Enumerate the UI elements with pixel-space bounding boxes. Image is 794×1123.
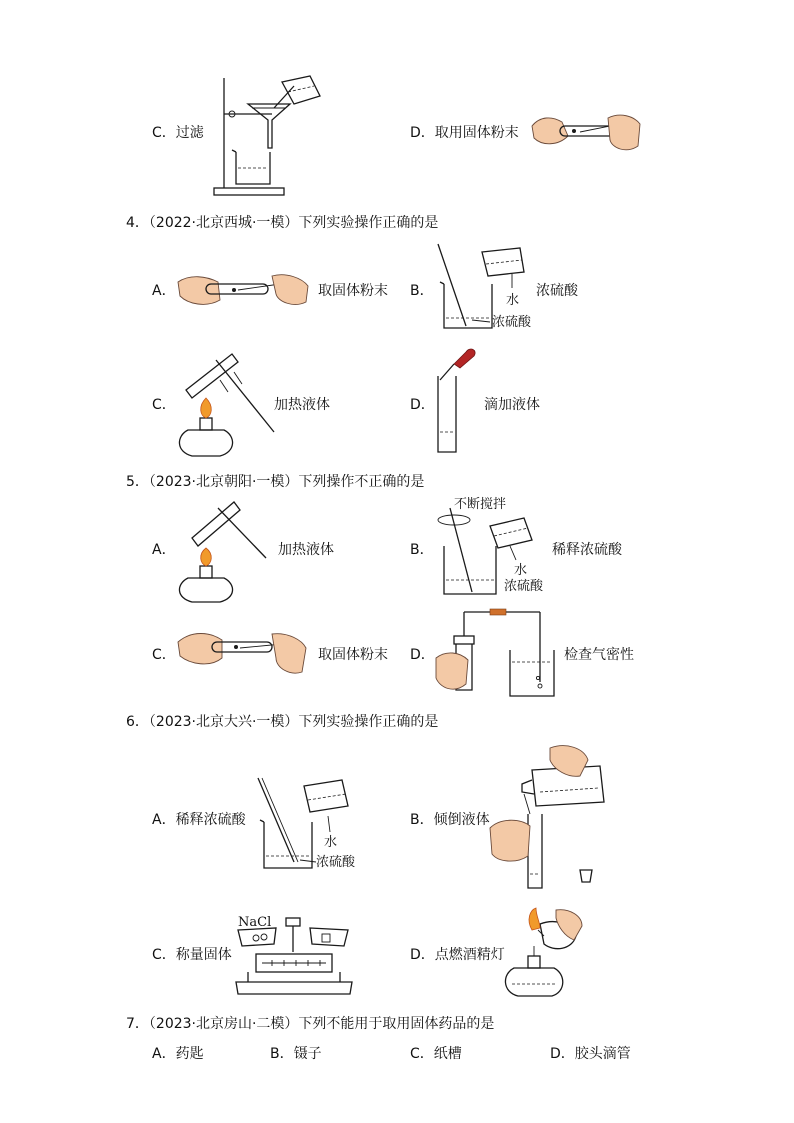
q7-option-d: D．胶头滴管: [550, 1046, 631, 1062]
q5-option-c-text: 取固体粉末: [318, 647, 388, 663]
q4-option-c-text: 加热液体: [274, 397, 330, 413]
q6d-alcohol-lamp-figure: [500, 906, 588, 1002]
q4-option-d-text: 滴加液体: [484, 397, 540, 413]
q4-option-b-letter: B．: [410, 283, 434, 299]
q4b-water-label: 水: [506, 293, 520, 308]
filtration-figure: [210, 74, 360, 198]
q5-option-a-letter: A．: [152, 542, 176, 558]
q6-stem: 6．（2023·北京大兴·一模）下列实验操作正确的是: [126, 714, 439, 730]
q4-option-d-letter: D．: [410, 397, 435, 413]
q4c-heating-figure: [176, 350, 276, 458]
q6-option-c-label: C．称量固体: [152, 947, 232, 963]
q6a-water-label: 水: [324, 835, 338, 850]
q6-option-d-label: D．点燃酒精灯: [410, 947, 505, 963]
q5-stem: 5．（2023·北京朝阳·一模）下列操作不正确的是: [126, 474, 425, 490]
q7-option-c: C．纸槽: [410, 1046, 462, 1062]
q7-stem: 7．（2023·北京房山·二模）下列不能用于取用固体药品的是: [126, 1016, 495, 1032]
q5-option-c-letter: C．: [152, 647, 176, 663]
q5-option-b-text: 稀释浓硫酸: [552, 542, 622, 558]
q5b-stir-label: 不断搅拌: [454, 497, 507, 512]
q4d-dropper-figure: [430, 346, 490, 456]
q3-option-d-label: D．取用固体粉末: [410, 125, 519, 141]
q6a-acid-label: 浓硫酸: [316, 855, 356, 870]
q4-option-a-letter: A．: [152, 283, 176, 299]
q6c-balance-figure: [232, 908, 356, 1000]
q5-option-b-letter: B．: [410, 542, 434, 558]
q6-option-b-label: B．倾倒液体: [410, 812, 490, 828]
q7-option-a: A．药匙: [152, 1046, 204, 1062]
powder-tube-figure: [528, 112, 644, 158]
q5-option-a-text: 加热液体: [278, 542, 334, 558]
q5-option-d-text: 检查气密性: [564, 647, 634, 663]
q4-stem: 4．（2022·北京西城·一模）下列实验操作正确的是: [126, 215, 439, 231]
q6c-nacl-label: NaCl: [238, 915, 272, 930]
q5b-water-label: 水: [514, 563, 528, 578]
q7-option-b: B．镊子: [270, 1046, 322, 1062]
q5a-heating-figure: [176, 500, 276, 604]
q6-option-a-label: A．稀释浓硫酸: [152, 812, 246, 828]
q6b-pouring-figure: [488, 744, 612, 894]
q3-option-c-label: C．过滤: [152, 125, 204, 141]
q6a-dilution-figure: [254, 776, 394, 876]
q4-option-c-letter: C．: [152, 397, 176, 413]
q5d-airtight-figure: [432, 604, 556, 696]
q4b-acid-label: 浓硫酸: [492, 315, 532, 330]
q5c-powder-figure: [176, 628, 310, 680]
q4a-powder-figure: [176, 272, 316, 312]
q5-option-d-letter: D．: [410, 647, 435, 663]
q4b-dilution-figure: [432, 242, 542, 334]
q4-option-b-text: 浓硫酸: [536, 283, 578, 299]
q4-option-a-text: 取固体粉末: [318, 283, 388, 299]
q5b-dilution-figure: [432, 496, 552, 600]
q5b-acid-label: 浓硫酸: [504, 579, 544, 594]
